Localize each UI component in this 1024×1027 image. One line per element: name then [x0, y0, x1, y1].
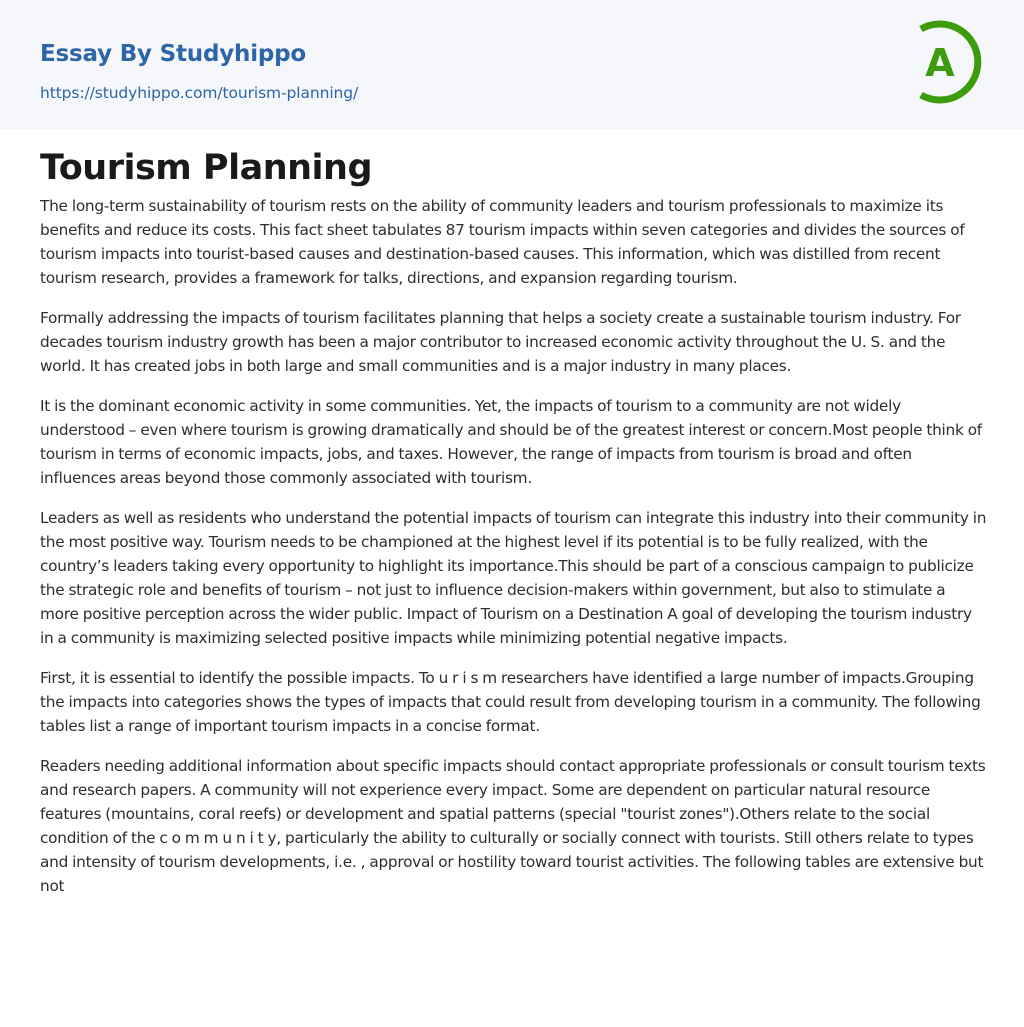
paragraph: Formally addressing the impacts of tourism facilitates planning that helps a society create a sustainable tourism industry. For decades tourism industry growth has been a major contributor to increased economic activity throughout the U. S. and the world. It has created jobs in both large and small communities and is a major industry in many places. — [40, 309, 961, 375]
article-body — [40, 194, 988, 914]
page-title: Tourism Planning — [40, 148, 373, 188]
svg-text:A: A — [925, 41, 955, 85]
paragraph: First, it is essential to identify the possible impacts. To u r i s m researchers have identified a large number of impacts.Grouping the impacts into categories shows the types of impacts that could result from developing tourism in a community. The following tables list a range of important tourism impacts in a concise format. — [40, 669, 981, 735]
paragraph: The long-term sustainability of tourism rests on the ability of community leaders and tourism professionals to maximize its benefits and reduce its costs. This fact sheet tabulates 87 tourism impacts within seven categories and divides the sources of tourism impacts into tourist-based causes and destination-based causes. This information, which was distilled from recent tourism research, provides a framework for talks, directions, and expansion regarding tourism. — [40, 197, 965, 287]
paragraph: Leaders as well as residents who understand the potential impacts of tourism can integrate this industry into their community in the most positive way. Tourism needs to be championed at the highest level if its potential is to be fully realized, with the country’s leaders taking every opportunity to highlight its importance.This should be part of a conscious campaign to publicize the strategic role and benefits of tourism – not just to influence decision-makers within government, but also to stimulate a more positive perception across the wider public. Impact of Tourism on a Destination A goal of developing the tourism industry in a community is maximizing selected positive impacts while minimizing potential negative impacts. — [40, 509, 987, 647]
paragraph: It is the dominant economic activity in some communities. Yet, the impacts of tourism to a community are not widely understood – even where tourism is growing dramatically and should be of the greatest interest or concern.Most people think of tourism in terms of economic impacts, jobs, and taxes. However, the range of impacts from tourism is broad and often influences areas beyond those commonly associated with tourism. — [40, 397, 982, 487]
paragraph: Readers needing additional information about specific impacts should contact appropriate professionals or consult tourism texts and research papers. A community will not experience every impact. Some are dependent on particular natural resource features (mountains, coral reefs) or development and spatial patterns (special "tourist zones").Others relate to the social condition of the c o m m u n i t y, particularly the ability to culturally or socially connect with tourists. Still others relate to types and intensity of tourism developments, i.e. , approval or hostility toward tourist activities. The following tables are extensive but not — [40, 757, 986, 895]
site-header — [0, 0, 1024, 129]
source-url-link[interactable]: https://studyhippo.com/tourism-planning/ — [40, 84, 359, 102]
brand-title: Essay By Studyhippo — [40, 41, 307, 67]
studyhippo-logo-icon[interactable] — [908, 16, 988, 108]
